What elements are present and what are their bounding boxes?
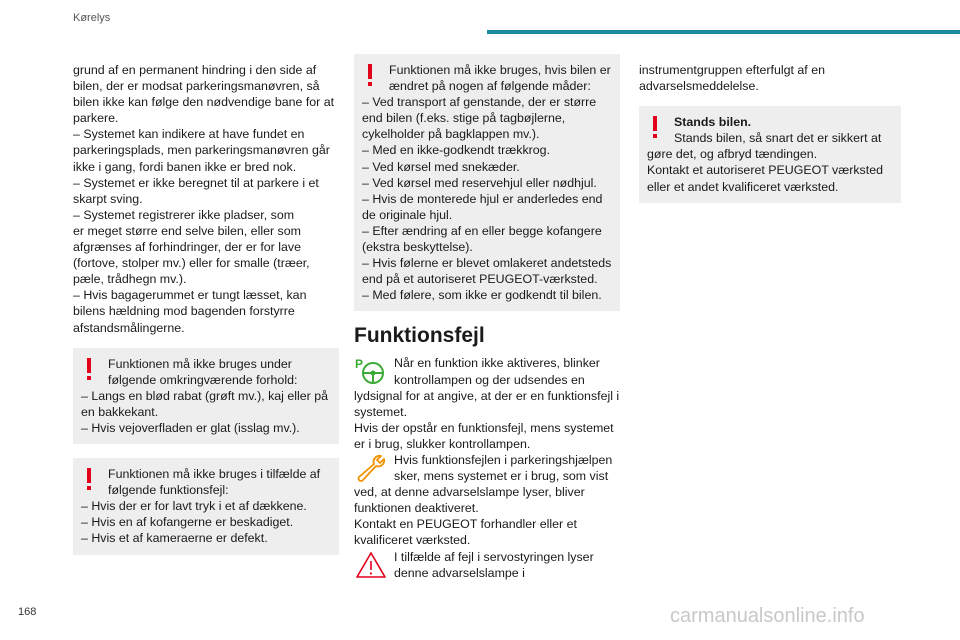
- text-line: er meget større end selve bilen, eller som: [73, 223, 301, 238]
- section-heading: Funktionsfejl: [354, 324, 485, 348]
- page-number: 168: [18, 606, 37, 618]
- warning-exclamation-icon: [86, 358, 92, 380]
- parking-steering-icon: [354, 356, 388, 386]
- warning-text: følgende funktionsfejl:: [108, 483, 229, 498]
- text-line: bilen, der er modsat parkeringsmanøvren, så: [73, 79, 320, 94]
- warning-text: – Ved kørsel med snekæder.: [362, 159, 520, 174]
- text-line: – Systemet registrerer ikke pladser, som: [73, 207, 295, 222]
- text-line: ved, at denne advarselslampe lyser, bliver: [354, 485, 585, 500]
- warning-text: en bakkekant.: [81, 404, 159, 419]
- warning-text: – Ved kørsel med reservehjul eller nødhjul.: [362, 175, 597, 190]
- warning-text: Kontakt et autoriseret PEUGEOT værksted: [647, 163, 883, 178]
- text-line: kontrollampen og der udsendes en: [394, 372, 585, 387]
- text-line: Hvis der opstår en funktionsfejl, mens systemet: [354, 420, 614, 435]
- column-1: [73, 62, 339, 567]
- watermark: carmanualsonline.info: [670, 605, 865, 627]
- text-line: Kontakt en PEUGEOT forhandler eller et: [354, 517, 577, 532]
- warning-text: gøre det, og afbryd tændingen.: [647, 147, 818, 162]
- text-line: I tilfælde af fejl i servostyringen lyser: [394, 549, 594, 564]
- warning-text: – Med en ikke-godkendt trækkrog.: [362, 143, 551, 158]
- svg-text:P: P: [355, 357, 364, 372]
- text-line: lydsignal for at angive, at der er en funktionsfejl i: [354, 388, 620, 403]
- warning-text: – Hvis de monterede hjul er anderledes end: [362, 191, 603, 206]
- malfunction-paragraph-1: [354, 355, 620, 452]
- warning-text: Funktionen må ikke bruges, hvis bilen er: [389, 63, 611, 77]
- warning-box: [73, 458, 339, 554]
- chapter-title: Kørelys: [73, 12, 111, 24]
- text-line: – Hvis bagagerummet er tungt læsset, kan: [73, 288, 307, 303]
- warning-text: Stands bilen, så snart det er sikkert at: [674, 131, 882, 146]
- warning-text: de originale hjul.: [362, 207, 453, 222]
- text-line: denne advarselslampe i: [394, 565, 525, 580]
- text-line: parkeringsplads, men parkeringsmanøvren går: [73, 143, 330, 158]
- text-line: – Systemet kan indikere at have fundet en: [73, 127, 305, 142]
- warning-exclamation-icon: [86, 468, 92, 490]
- text-line: – Systemet er ikke beregnet til at parkere i et: [73, 175, 319, 190]
- text-line: kvalificeret værksted.: [354, 533, 471, 548]
- warning-box: [639, 106, 901, 202]
- malfunction-paragraph-2: [354, 452, 620, 549]
- text-line: afstandsmålingerne.: [73, 320, 185, 335]
- warning-text: end bilen (f.eks. stige på tagbøjlerne,: [362, 111, 566, 126]
- warning-box: [354, 54, 620, 311]
- warning-exclamation-icon: [367, 64, 373, 86]
- warning-text: – Efter ændring af en eller begge kofangere: [362, 223, 602, 238]
- warning-triangle-icon: [354, 550, 388, 580]
- text-line: funktionen deaktiveret.: [354, 501, 479, 516]
- warning-text: – Ved transport af genstande, der er større: [362, 95, 597, 110]
- text-line: bilens hældning mod bagenden forstyrre: [73, 304, 295, 319]
- header-accent-bar: [487, 30, 960, 34]
- warning-text: – Med følere, som ikke er godkendt til bilen.: [362, 288, 602, 303]
- warning-text: eller et andet kvalificeret værksted.: [647, 179, 839, 194]
- text-line: er i brug, slukker kontrollampen.: [354, 436, 531, 451]
- warning-box: [73, 348, 339, 444]
- text-line: bilen ikke kan følge den nødvendige bane for at: [73, 95, 335, 110]
- text-line: ikke i gang, fordi banen ikke er bred nok.: [73, 159, 297, 174]
- text-line: skarpt sving.: [73, 191, 143, 206]
- warning-text: Funktionen må ikke bruges i tilfælde af: [108, 467, 321, 482]
- warning-text: følgende omkringværende forhold:: [108, 372, 298, 387]
- warning-text: ændret på nogen af følgende måder:: [389, 79, 591, 94]
- warning-text: Funktionen må ikke bruges under: [108, 356, 292, 371]
- warning-text: – Langs en blød rabat (grøft mv.), kaj eller på: [81, 388, 329, 403]
- warning-exclamation-icon: [652, 116, 658, 138]
- text-line: instrumentgruppen efterfulgt af en: [639, 63, 825, 77]
- text-line: Når en funktion ikke aktiveres, blinker: [394, 356, 600, 371]
- text-line: grund af en permanent hindring i den side af: [73, 63, 317, 77]
- text-line: systemet.: [354, 404, 408, 419]
- malfunction-paragraph-3: [354, 549, 620, 581]
- warning-text: (ekstra beskyttelse).: [362, 240, 473, 255]
- text-line: parkere.: [73, 111, 119, 126]
- text-line: advarselsmeddelelse.: [639, 79, 759, 94]
- wrench-icon: [354, 453, 388, 483]
- text-line: sker, mens systemet er i brug, som vist: [394, 469, 609, 484]
- text-line: afgrænses af forhindringer, der er for lave: [73, 240, 301, 255]
- warning-text: – Hvis der er for lavt tryk i et af dækkene.: [81, 499, 307, 514]
- text-line: Hvis funktionsfejlen i parkeringshjælpen: [394, 452, 613, 467]
- warning-text: – Hvis en af kofangerne er beskadiget.: [81, 515, 294, 530]
- warning-text: – Hvis følerne er blevet omlakeret andetsteds: [362, 256, 612, 271]
- text-line: pæle, trådhegn mv.).: [73, 272, 187, 287]
- col1-text: [73, 62, 339, 336]
- column-2: [354, 54, 620, 581]
- warning-text: – Hvis et af kameraerne er defekt.: [81, 531, 268, 546]
- column-3: [639, 62, 905, 215]
- warning-text: – Hvis vejoverfladen er glat (isslag mv.).: [81, 420, 300, 435]
- warning-title: Stands bilen.: [674, 115, 752, 130]
- text-line: (fortove, stolper mv.) eller for smalle (træer,: [73, 256, 310, 271]
- warning-text: end på et autoriseret PEUGEOT-værksted.: [362, 272, 598, 287]
- warning-text: cykelholder på bagklappen mv.).: [362, 127, 540, 142]
